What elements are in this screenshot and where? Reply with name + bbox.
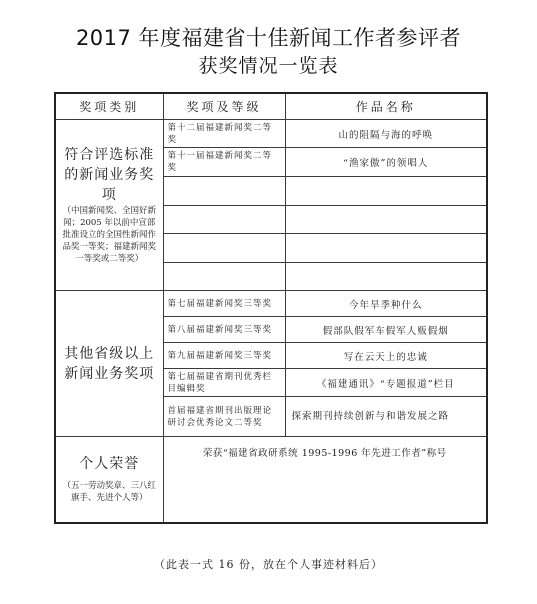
- category-qualifying-label: 符合评选标准的新闻业务奖项: [64, 147, 155, 203]
- work-cell: 《福建通讯》“专题报道”栏目: [285, 369, 487, 397]
- title-line-2: 获奖情况一览表: [198, 55, 339, 77]
- work-cell: [285, 177, 487, 206]
- personal-honor-cell: 荣获“福建省政研系统 1995-1996 年先进工作者”称号: [163, 437, 487, 523]
- awards-table: [54, 92, 488, 524]
- award-cell: [163, 234, 285, 263]
- award-cell: 第十二届福建新闻奖二等奖: [163, 120, 285, 148]
- award-cell: 首届福建省期刊出版理论研讨会优秀论文二等奖: [163, 397, 285, 437]
- award-cell: [163, 263, 285, 291]
- category-personal-note: （五一劳动奖章、三八红旗手、先进个人等）: [62, 481, 156, 504]
- work-cell: [285, 206, 487, 234]
- award-cell: 第九届福建新闻奖三等奖: [163, 343, 285, 369]
- category-qualifying-note: （中国新闻奖、全国好新闻；2005 年以前中宣部批准设立的全国性新闻作品奖一等奖；福建新闻奖一等奖或二等奖）: [62, 206, 156, 264]
- work-cell: 假部队假军车假军人贩假烟: [285, 317, 487, 343]
- work-cell: [285, 263, 487, 291]
- header-work-name: 作品名称: [285, 93, 487, 120]
- title-line-1: 2017 年度福建省十佳新闻工作者参评者: [75, 26, 462, 50]
- category-provincial-label: 其他省级以上新闻业务奖项: [64, 345, 155, 382]
- footnote: （此表一式 16 份，放在个人事迹材料后）: [154, 558, 383, 571]
- category-provincial: [55, 291, 163, 437]
- work-cell: 探索期刊持续创新与和谐发展之路: [285, 397, 487, 437]
- award-cell: 第八届福建新闻奖三等奖: [163, 317, 285, 343]
- award-cell: 第七届福建省期刊优秀栏目编辑奖: [163, 369, 285, 397]
- category-personal: [55, 437, 163, 523]
- work-cell: 写在云天上的忠诚: [285, 343, 487, 369]
- work-cell: 今年旱季种什么: [285, 291, 487, 317]
- award-cell: 第十一届福建新闻奖二等奖: [163, 148, 285, 177]
- work-cell: [285, 234, 487, 263]
- table-row: [55, 291, 487, 317]
- table-row: [55, 120, 487, 148]
- category-personal-label: 个人荣誉: [79, 456, 140, 473]
- header-award-level: 奖项及等级: [163, 93, 285, 120]
- table-row: [55, 437, 487, 523]
- header-category: 奖项类别: [55, 93, 163, 120]
- award-cell: [163, 177, 285, 206]
- award-cell: 第七届福建新闻奖三等奖: [163, 291, 285, 317]
- work-cell: 山的阻隔与海的呼唤: [285, 120, 487, 148]
- header-row: [55, 93, 487, 120]
- work-cell: “渔家傲”的领唱人: [285, 148, 487, 177]
- award-cell: [163, 206, 285, 234]
- category-qualifying: [55, 120, 163, 291]
